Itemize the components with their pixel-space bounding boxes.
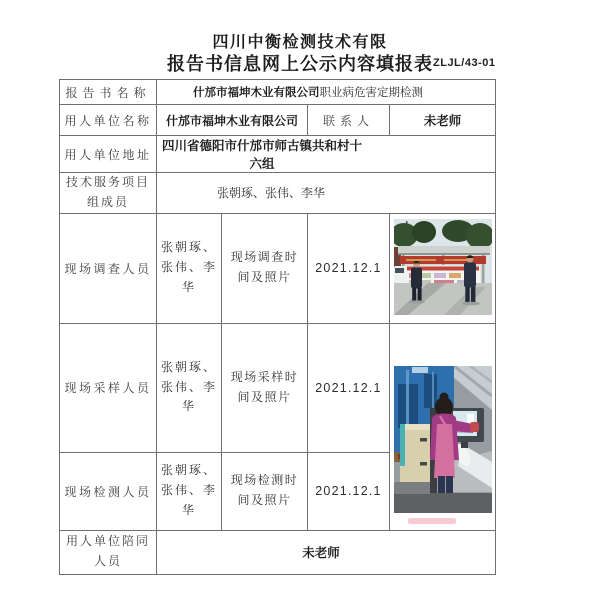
testing-time-label: 现场检测时 间及照片 — [222, 452, 308, 530]
outdoor-bulletin-board-photo — [394, 219, 492, 315]
sampling-staff-label: 现场采样人员 — [60, 323, 157, 452]
table-row-employer-name — [60, 105, 496, 136]
sampling-staff-members: 张朝琢、 张伟、李 华 — [157, 323, 222, 452]
sampling-photo-cell — [390, 323, 496, 530]
accompany-value: 未老师 — [157, 530, 496, 574]
project-team-label: 技术服务项目 组成员 — [60, 173, 157, 214]
survey-staff-label: 现场调查人员 — [60, 213, 157, 323]
publicity-form-table — [59, 79, 496, 575]
document-code: ZLJL/43-01 — [433, 57, 496, 69]
form-title: 报告书信息网上公示内容填报表 — [167, 54, 433, 74]
accompany-label: 用人单位陪同 人员 — [60, 530, 157, 574]
survey-photo-cell — [390, 213, 496, 323]
sampling-time-label: 现场采样时 间及照片 — [222, 323, 308, 452]
employer-address-label: 用人单位地址 — [60, 136, 157, 173]
report-name-value — [157, 80, 496, 105]
testing-staff-label: 现场检测人员 — [60, 452, 157, 530]
report-name-suffix: 职业病危害定期检测 — [319, 87, 423, 99]
employer-name-label: 用人单位名称 — [60, 105, 157, 136]
employer-name-value: 什邡市福坤木业有限公司 — [157, 105, 308, 136]
sampling-date: 2021.12.1 — [308, 323, 390, 452]
factory-monitor-worker-photo — [394, 366, 492, 513]
company-title: 四川中衡检测技术有限 — [212, 34, 388, 51]
table-row-accompany — [60, 530, 496, 574]
table-row-project-team — [60, 173, 496, 214]
report-name-company: 什邡市福坤木业有限公司 — [193, 87, 320, 99]
pink-stamp-smudge — [408, 518, 456, 524]
contact-value: 未老师 — [390, 105, 496, 136]
testing-date: 2021.12.1 — [308, 452, 390, 530]
employer-address-value: 四川省德阳市什邡市师古镇共和村十六组 — [157, 136, 496, 173]
contact-label: 联系人 — [308, 105, 390, 136]
table-row-report-name — [60, 80, 496, 105]
survey-time-label: 现场调查时 间及照片 — [222, 213, 308, 323]
survey-date: 2021.12.1 — [308, 213, 390, 323]
table-row-site-sampling — [60, 323, 496, 452]
report-name-label: 报告书名称 — [60, 80, 157, 105]
table-row-site-survey — [60, 213, 496, 323]
testing-staff-members: 张朝琢、 张伟、李 华 — [157, 452, 222, 530]
project-team-members: 张朝琢、张伟、李华 — [157, 173, 496, 214]
survey-staff-members: 张朝琢、 张伟、李 华 — [157, 213, 222, 323]
table-row-employer-address — [60, 136, 496, 173]
